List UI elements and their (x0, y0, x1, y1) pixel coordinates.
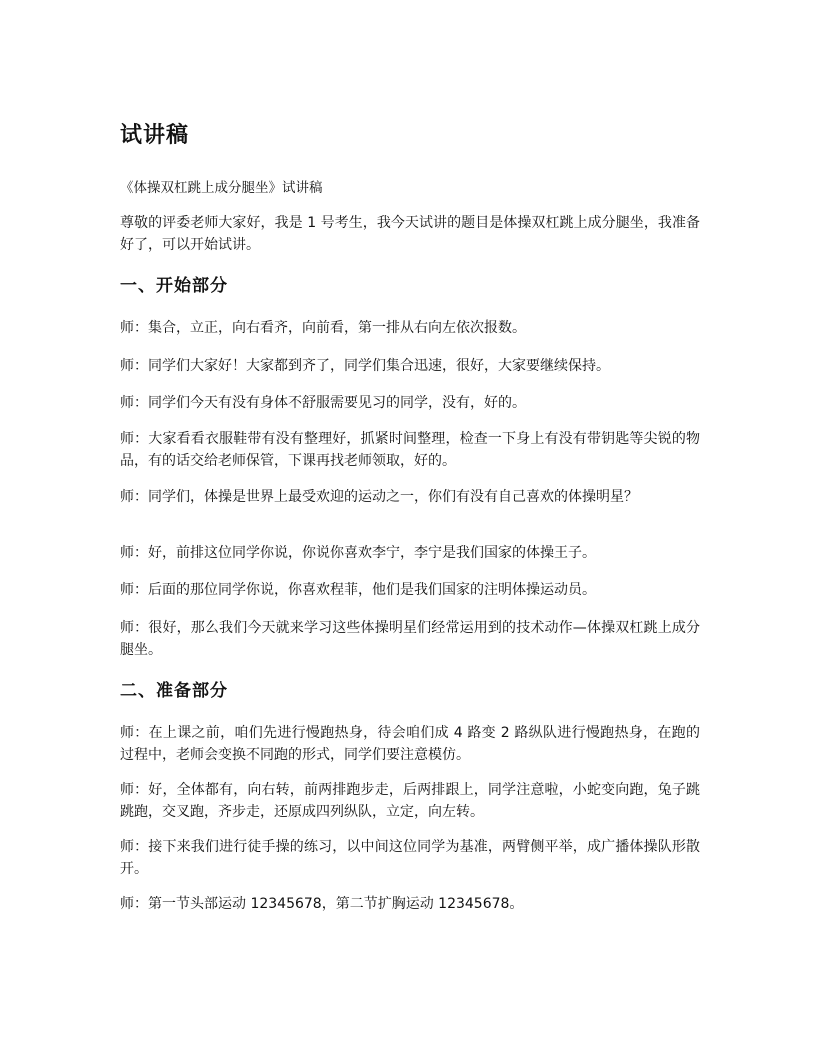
paragraph: 师：很好，那么我们今天就来学习这些体操明星们经常运用到的技术动作—体操双杠跳上成分腿坐。 (120, 620, 700, 658)
paragraph: 师：好，前排这位同学你说，你说你喜欢李宁，李宁是我们国家的体操王子。 (120, 545, 596, 561)
paragraph: 师：好，全体都有，向右转，前两排跑步走，后两排跟上，同学注意啦，小蛇变向跑，兔子跳跳跑，交叉跑，齐步走，还原成四列纵队，立定，向左转。 (120, 782, 700, 820)
section-heading-prep: 二、准备部分 (120, 681, 228, 701)
paragraph: 师：大家看看衣服鞋带有没有整理好，抓紧时间整理，检查一下身上有没有带钥匙等尖锐的物品，有的话交给老师保管，下课再找老师领取，好的。 (120, 431, 700, 469)
paragraph: 师：接下来我们进行徒手操的练习，以中间这位同学为基准，两臂侧平举，成广播体操队形散开。 (120, 839, 700, 877)
section-heading-start: 一、开始部分 (120, 276, 228, 296)
paragraph: 师：同学们，体操是世界上最受欢迎的运动之一，你们有没有自己喜欢的体操明星？ (120, 489, 638, 505)
paragraph: 师：集合，立正，向右看齐，向前看，第一排从右向左依次报数。 (120, 320, 526, 336)
paragraph: 师：后面的那位同学你说，你喜欢程菲，他们是我们国家的注明体操运动员。 (120, 582, 596, 598)
paragraph: 师：在上课之前，咱们先进行慢跑热身，待会咱们成 4 路变 2 路纵队进行慢跑热身，在跑的过程中，老师会变换不同跑的形式，同学们要注意模仿。 (120, 725, 700, 763)
intro-paragraph: 尊敬的评委老师大家好，我是 1 号考生，我今天试讲的题目是体操双杠跳上成分腿坐，我准备好了，可以开始试讲。 (120, 215, 700, 253)
paragraph: 师：第一节头部运动 12345678，第二节扩胸运动 12345678。 (120, 896, 524, 912)
document-title: 试讲稿 (120, 123, 190, 148)
document-subtitle: 《体操双杠跳上成分腿坐》试讲稿 (120, 180, 323, 196)
paragraph: 师：同学们大家好！大家都到齐了，同学们集合迅速，很好，大家要继续保持。 (120, 358, 610, 374)
paragraph: 师：同学们今天有没有身体不舒服需要见习的同学，没有，好的。 (120, 395, 526, 411)
